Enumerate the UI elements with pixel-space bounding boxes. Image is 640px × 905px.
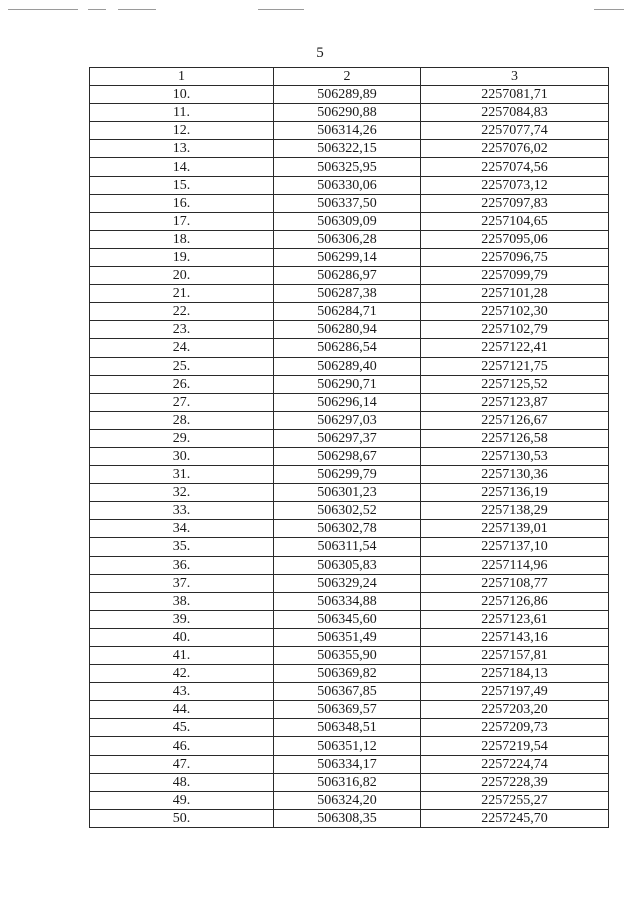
x-coordinate-cell: 506337,50: [274, 194, 421, 212]
point-number-cell: 29.: [90, 429, 274, 447]
x-coordinate-cell: 506369,82: [274, 665, 421, 683]
table-row: [90, 411, 609, 429]
y-coordinate-cell: 2257097,83: [421, 194, 609, 212]
point-number-cell: 37.: [90, 574, 274, 592]
point-number-cell: 10.: [90, 86, 274, 104]
x-coordinate-cell: 506351,12: [274, 737, 421, 755]
x-coordinate-cell: 506289,40: [274, 357, 421, 375]
table-row: [90, 773, 609, 791]
scan-artifact: [118, 9, 156, 10]
x-coordinate-cell: 506351,49: [274, 628, 421, 646]
scan-artifact: [594, 9, 624, 10]
table-row: [90, 267, 609, 285]
x-coordinate-cell: 506306,28: [274, 230, 421, 248]
column-header: 1: [90, 68, 274, 86]
x-coordinate-cell: 506322,15: [274, 140, 421, 158]
y-coordinate-cell: 2257101,28: [421, 285, 609, 303]
x-coordinate-cell: 506305,83: [274, 556, 421, 574]
y-coordinate-cell: 2257114,96: [421, 556, 609, 574]
x-coordinate-cell: 506286,54: [274, 339, 421, 357]
y-coordinate-cell: 2257203,20: [421, 701, 609, 719]
y-coordinate-cell: 2257125,52: [421, 375, 609, 393]
x-coordinate-cell: 506298,67: [274, 447, 421, 465]
y-coordinate-cell: 2257122,41: [421, 339, 609, 357]
y-coordinate-cell: 2257143,16: [421, 628, 609, 646]
x-coordinate-cell: 506296,14: [274, 393, 421, 411]
y-coordinate-cell: 2257126,58: [421, 429, 609, 447]
y-coordinate-cell: 2257073,12: [421, 176, 609, 194]
table-row: [90, 791, 609, 809]
point-number-cell: 20.: [90, 267, 274, 285]
point-number-cell: 28.: [90, 411, 274, 429]
point-number-cell: 22.: [90, 303, 274, 321]
point-number-cell: 40.: [90, 628, 274, 646]
table-row: [90, 357, 609, 375]
point-number-cell: 25.: [90, 357, 274, 375]
table-row: [90, 176, 609, 194]
y-coordinate-cell: 2257102,79: [421, 321, 609, 339]
table-row: [90, 701, 609, 719]
y-coordinate-cell: 2257197,49: [421, 683, 609, 701]
table-row: [90, 647, 609, 665]
table-row: [90, 484, 609, 502]
x-coordinate-cell: 506345,60: [274, 610, 421, 628]
point-number-cell: 32.: [90, 484, 274, 502]
x-coordinate-cell: 506299,14: [274, 248, 421, 266]
scan-artifact: [258, 9, 304, 10]
y-coordinate-cell: 2257081,71: [421, 86, 609, 104]
x-coordinate-cell: 506348,51: [274, 719, 421, 737]
y-coordinate-cell: 2257209,73: [421, 719, 609, 737]
x-coordinate-cell: 506355,90: [274, 647, 421, 665]
x-coordinate-cell: 506334,17: [274, 755, 421, 773]
table-row: [90, 755, 609, 773]
y-coordinate-cell: 2257184,13: [421, 665, 609, 683]
table-row: [90, 303, 609, 321]
table-row: [90, 230, 609, 248]
y-coordinate-cell: 2257157,81: [421, 647, 609, 665]
y-coordinate-cell: 2257130,36: [421, 466, 609, 484]
x-coordinate-cell: 506324,20: [274, 791, 421, 809]
y-coordinate-cell: 2257123,87: [421, 393, 609, 411]
x-coordinate-cell: 506297,37: [274, 429, 421, 447]
y-coordinate-cell: 2257084,83: [421, 104, 609, 122]
y-coordinate-cell: 2257076,02: [421, 140, 609, 158]
table-row: [90, 683, 609, 701]
x-coordinate-cell: 506367,85: [274, 683, 421, 701]
x-coordinate-cell: 506284,71: [274, 303, 421, 321]
column-header: 3: [421, 68, 609, 86]
x-coordinate-cell: 506334,88: [274, 592, 421, 610]
table-header-row: [90, 68, 609, 86]
point-number-cell: 33.: [90, 502, 274, 520]
table-row: [90, 538, 609, 556]
y-coordinate-cell: 2257077,74: [421, 122, 609, 140]
point-number-cell: 24.: [90, 339, 274, 357]
point-number-cell: 30.: [90, 447, 274, 465]
x-coordinate-cell: 506302,52: [274, 502, 421, 520]
table-row: [90, 194, 609, 212]
y-coordinate-cell: 2257136,19: [421, 484, 609, 502]
table-row: [90, 212, 609, 230]
table-row: [90, 339, 609, 357]
point-number-cell: 18.: [90, 230, 274, 248]
table-row: [90, 122, 609, 140]
y-coordinate-cell: 2257126,67: [421, 411, 609, 429]
table-row: [90, 429, 609, 447]
table-row: [90, 556, 609, 574]
table-row: [90, 104, 609, 122]
table-row: [90, 466, 609, 484]
y-coordinate-cell: 2257255,27: [421, 791, 609, 809]
table-row: [90, 502, 609, 520]
x-coordinate-cell: 506290,71: [274, 375, 421, 393]
table-row: [90, 628, 609, 646]
table-row: [90, 375, 609, 393]
y-coordinate-cell: 2257130,53: [421, 447, 609, 465]
point-number-cell: 45.: [90, 719, 274, 737]
coordinates-table: [89, 67, 609, 828]
x-coordinate-cell: 506308,35: [274, 809, 421, 827]
y-coordinate-cell: 2257104,65: [421, 212, 609, 230]
y-coordinate-cell: 2257102,30: [421, 303, 609, 321]
point-number-cell: 17.: [90, 212, 274, 230]
point-number-cell: 50.: [90, 809, 274, 827]
scan-artifact: [8, 9, 78, 10]
point-number-cell: 31.: [90, 466, 274, 484]
table-row: [90, 321, 609, 339]
point-number-cell: 14.: [90, 158, 274, 176]
y-coordinate-cell: 2257139,01: [421, 520, 609, 538]
x-coordinate-cell: 506287,38: [274, 285, 421, 303]
scan-artifact: [88, 9, 106, 10]
point-number-cell: 13.: [90, 140, 274, 158]
table-body: [90, 86, 609, 828]
point-number-cell: 48.: [90, 773, 274, 791]
table-row: [90, 520, 609, 538]
x-coordinate-cell: 506301,23: [274, 484, 421, 502]
point-number-cell: 36.: [90, 556, 274, 574]
y-coordinate-cell: 2257108,77: [421, 574, 609, 592]
table-row: [90, 809, 609, 827]
point-number-cell: 11.: [90, 104, 274, 122]
point-number-cell: 26.: [90, 375, 274, 393]
point-number-cell: 19.: [90, 248, 274, 266]
point-number-cell: 44.: [90, 701, 274, 719]
page-number: 5: [316, 45, 324, 61]
point-number-cell: 16.: [90, 194, 274, 212]
x-coordinate-cell: 506311,54: [274, 538, 421, 556]
point-number-cell: 49.: [90, 791, 274, 809]
x-coordinate-cell: 506330,06: [274, 176, 421, 194]
y-coordinate-cell: 2257138,29: [421, 502, 609, 520]
x-coordinate-cell: 506329,24: [274, 574, 421, 592]
y-coordinate-cell: 2257123,61: [421, 610, 609, 628]
y-coordinate-cell: 2257126,86: [421, 592, 609, 610]
table-row: [90, 140, 609, 158]
x-coordinate-cell: 506299,79: [274, 466, 421, 484]
point-number-cell: 42.: [90, 665, 274, 683]
x-coordinate-cell: 506302,78: [274, 520, 421, 538]
y-coordinate-cell: 2257099,79: [421, 267, 609, 285]
table-row: [90, 592, 609, 610]
x-coordinate-cell: 506290,88: [274, 104, 421, 122]
table-row: [90, 248, 609, 266]
x-coordinate-cell: 506286,97: [274, 267, 421, 285]
point-number-cell: 35.: [90, 538, 274, 556]
x-coordinate-cell: 506369,57: [274, 701, 421, 719]
x-coordinate-cell: 506316,82: [274, 773, 421, 791]
x-coordinate-cell: 506314,26: [274, 122, 421, 140]
y-coordinate-cell: 2257245,70: [421, 809, 609, 827]
table-row: [90, 86, 609, 104]
point-number-cell: 41.: [90, 647, 274, 665]
point-number-cell: 12.: [90, 122, 274, 140]
point-number-cell: 46.: [90, 737, 274, 755]
y-coordinate-cell: 2257137,10: [421, 538, 609, 556]
y-coordinate-cell: 2257121,75: [421, 357, 609, 375]
point-number-cell: 23.: [90, 321, 274, 339]
y-coordinate-cell: 2257224,74: [421, 755, 609, 773]
point-number-cell: 47.: [90, 755, 274, 773]
y-coordinate-cell: 2257074,56: [421, 158, 609, 176]
point-number-cell: 39.: [90, 610, 274, 628]
point-number-cell: 21.: [90, 285, 274, 303]
table-row: [90, 447, 609, 465]
table-row: [90, 158, 609, 176]
point-number-cell: 15.: [90, 176, 274, 194]
x-coordinate-cell: 506280,94: [274, 321, 421, 339]
point-number-cell: 34.: [90, 520, 274, 538]
y-coordinate-cell: 2257228,39: [421, 773, 609, 791]
table-row: [90, 737, 609, 755]
table-row: [90, 285, 609, 303]
y-coordinate-cell: 2257219,54: [421, 737, 609, 755]
x-coordinate-cell: 506325,95: [274, 158, 421, 176]
table-row: [90, 393, 609, 411]
table-row: [90, 574, 609, 592]
point-number-cell: 38.: [90, 592, 274, 610]
table-row: [90, 719, 609, 737]
x-coordinate-cell: 506289,89: [274, 86, 421, 104]
y-coordinate-cell: 2257095,06: [421, 230, 609, 248]
table-row: [90, 665, 609, 683]
column-header: 2: [274, 68, 421, 86]
x-coordinate-cell: 506297,03: [274, 411, 421, 429]
table-row: [90, 610, 609, 628]
y-coordinate-cell: 2257096,75: [421, 248, 609, 266]
point-number-cell: 43.: [90, 683, 274, 701]
x-coordinate-cell: 506309,09: [274, 212, 421, 230]
point-number-cell: 27.: [90, 393, 274, 411]
